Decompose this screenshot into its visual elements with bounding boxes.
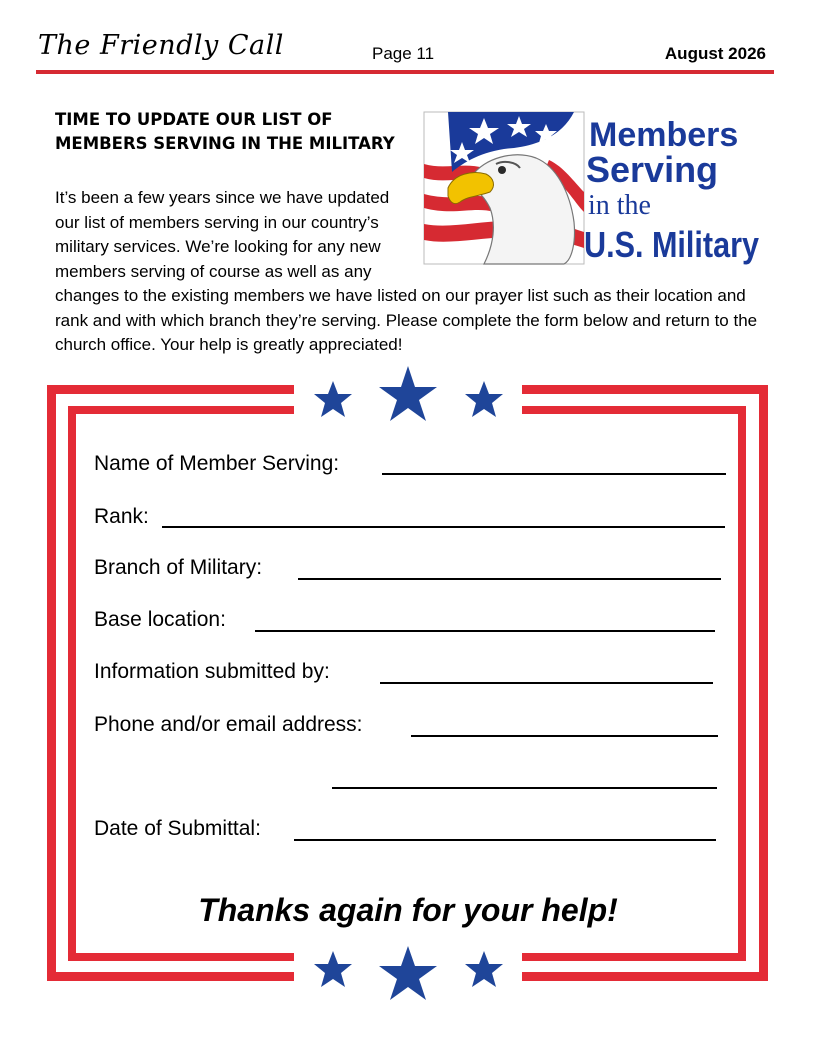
field-line-submitted-by[interactable]	[380, 682, 713, 684]
logo-line-3: in the	[588, 190, 651, 221]
field-label-name: Name of Member Serving:	[94, 452, 340, 475]
page-number: Page 11	[372, 44, 435, 63]
field-line-date[interactable]	[294, 839, 716, 841]
star-icon	[465, 381, 503, 417]
thanks-message: Thanks again for your help!	[198, 892, 618, 928]
logo-line-2: Serving	[586, 149, 719, 190]
field-label-rank: Rank:	[94, 505, 149, 528]
star-icon	[379, 946, 437, 1000]
field-label-base: Base location:	[94, 608, 226, 631]
newsletter-title: The Friendly Call	[38, 30, 284, 61]
field-line-base[interactable]	[255, 630, 715, 632]
issue-date: August 2026	[664, 44, 766, 63]
logo-line-1: Members	[589, 116, 739, 154]
field-line-name[interactable]	[382, 473, 726, 475]
field-label-contact: Phone and/or email address:	[94, 713, 363, 736]
field-line-contact[interactable]	[411, 735, 718, 737]
field-line-rank[interactable]	[162, 526, 725, 528]
field-label-branch: Branch of Military:	[94, 556, 263, 579]
star-icon	[314, 951, 352, 987]
field-label-submitted-by: Information submitted by:	[94, 660, 330, 683]
field-label-date: Date of Submittal:	[94, 817, 261, 840]
star-icon	[314, 381, 352, 417]
star-icon	[465, 951, 503, 987]
article-headline: TIME TO UPDATE OUR LIST OF MEMBERS SERVING IN THE MILITARY	[55, 110, 395, 153]
logo-line-4: U.S. Military	[584, 224, 759, 265]
field-line-branch[interactable]	[298, 578, 721, 580]
field-line-contact-extra[interactable]	[332, 787, 717, 789]
article-body: It’s been a few years since we have updated our list of members serving in our country’s military services. We’re looking for any new members serving of course as well as any changes to the existing members we have listed on our prayer list such as their location and rank and with which branch they’re serving. Please complete the form below and return to the church office. Your help is greatly appreciated!	[55, 188, 758, 354]
star-icon	[379, 366, 437, 421]
